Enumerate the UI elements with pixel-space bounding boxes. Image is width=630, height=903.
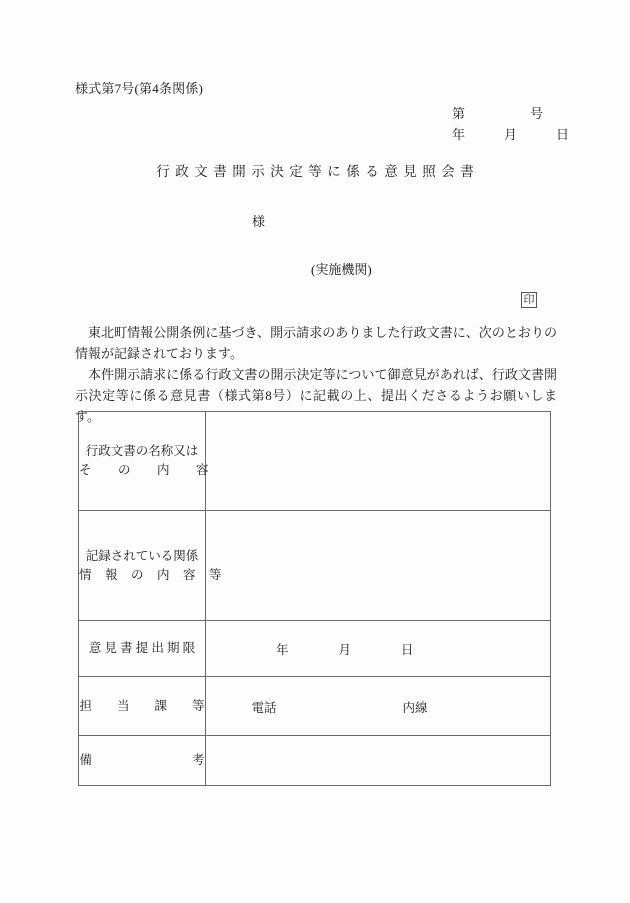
document-number-field: 第 号 (452, 106, 544, 121)
row-value-document-name[interactable] (206, 412, 551, 511)
table-row (79, 511, 551, 621)
contact-row (214, 683, 428, 731)
row-value-department[interactable] (206, 677, 551, 736)
table-row (79, 621, 551, 677)
label-line-1: 記録されている関係 (85, 548, 199, 563)
body-paragraph-1: 東北町情報公開条例に基づき、開示請求のありました行政文書に、次のとおりの情報が記録されております。 (75, 325, 557, 361)
recipient-honorific: 様 (252, 214, 266, 229)
phone-label: 電話 (251, 701, 277, 715)
row-value-related-information[interactable] (206, 511, 551, 621)
table-row (79, 412, 551, 511)
deadline-date-field: 年 月 日 (276, 642, 414, 657)
body-paragraph-2: 本件開示請求に係る行政文書の開示決定等について御意見があれば、行政文書開示決定等に係る意見書（様式第8号）に記載の上、提出くださるようお願いします。 (75, 367, 557, 424)
issuing-agency-label: (実施機関) (311, 262, 372, 277)
extension-label: 内線 (402, 701, 428, 715)
form-table (78, 411, 551, 786)
page-title: 行政文書開示決定等に係る意見照会書 (156, 164, 480, 179)
row-label-document-name (79, 412, 210, 511)
seal-icon: 印 (521, 292, 537, 308)
row-label-remarks (79, 736, 206, 786)
label-line-1: 意 見 書 提 出 期 限 (88, 641, 196, 655)
row-value-opinion-deadline[interactable] (206, 621, 551, 677)
table-row (79, 677, 551, 736)
label-line-1: 行政文書の名称又は (85, 444, 199, 458)
document-date-field: 年 月 日 (452, 127, 570, 142)
label-line-1: 担 当 課 等 (79, 698, 205, 713)
row-label-department (79, 677, 206, 736)
label-line-1: 備 考 (79, 753, 205, 767)
label-line-2: そ の 内 容 (79, 463, 210, 477)
form-number: 様式第7号(第4条関係) (75, 81, 204, 96)
row-value-remarks[interactable] (206, 736, 551, 786)
table-row (79, 736, 551, 786)
row-label-related-information (79, 511, 223, 621)
label-line-2: 情 報 の 内 容 等 (79, 567, 223, 582)
row-label-opinion-deadline (79, 621, 206, 677)
